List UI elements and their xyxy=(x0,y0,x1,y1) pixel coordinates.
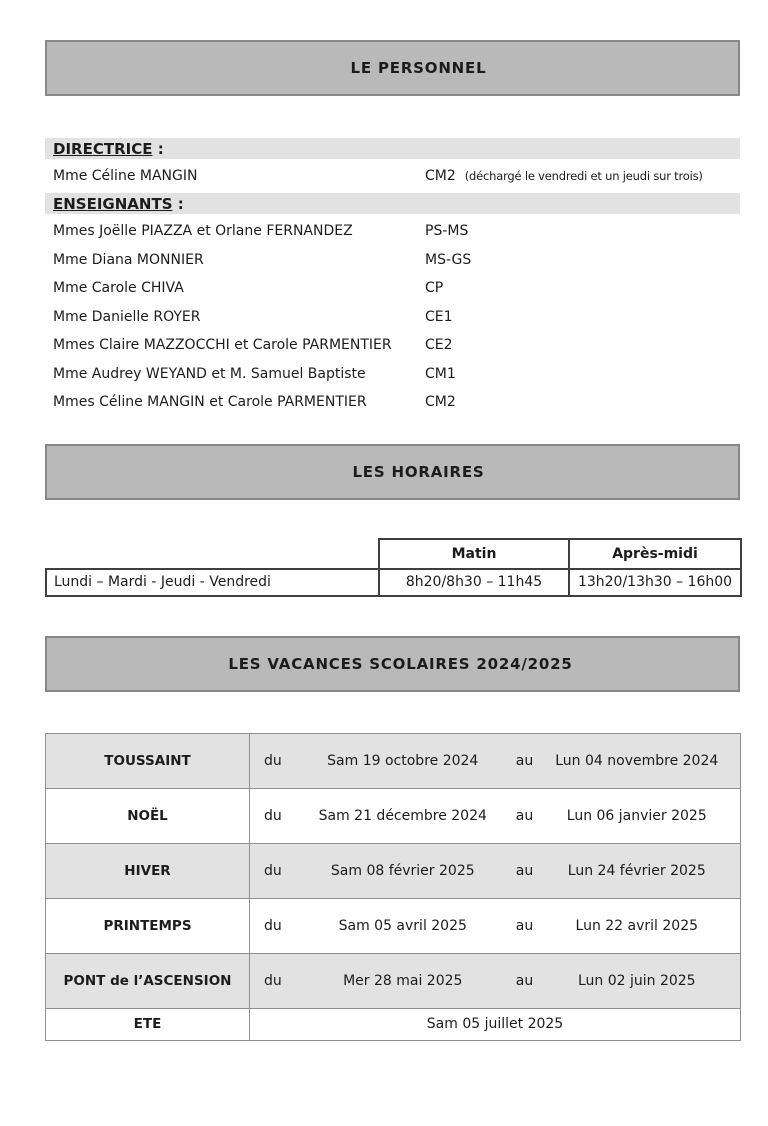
teacher-row xyxy=(45,274,740,303)
vacances-to-date: Lun 22 avril 2025 xyxy=(575,917,699,934)
horaires-matin-cell: 8h20/8h30 – 11h45 xyxy=(379,569,569,596)
teacher-name: Mme Audrey WEYAND et M. Samuel Baptiste xyxy=(53,365,366,382)
horaires-header-row xyxy=(46,539,741,569)
vacances-dates-cell xyxy=(250,788,741,843)
vacances-title: LES VACANCES SCOLAIRES 2024/2025 xyxy=(228,654,573,673)
horaires-table xyxy=(45,538,742,597)
vacances-range xyxy=(250,863,740,879)
vacances-from-date: Mer 28 mai 2025 xyxy=(343,972,463,989)
directrice-classe-group xyxy=(425,168,703,184)
du-label: du xyxy=(264,972,282,989)
vacances-range xyxy=(250,808,740,824)
vacances-name: HIVER xyxy=(46,843,250,898)
vacances-from-date: Sam 05 avril 2025 xyxy=(338,917,467,934)
horaires-apres-midi-cell: 13h20/13h30 – 16h00 xyxy=(569,569,741,596)
directrice-name: Mme Céline MANGIN xyxy=(53,167,198,184)
vacances-dates-cell xyxy=(250,733,741,788)
vacances-name: PRINTEMPS xyxy=(46,898,250,953)
vacances-range xyxy=(250,973,740,989)
vacances-table xyxy=(45,733,741,1041)
vacances-dates-cell xyxy=(250,843,741,898)
du-label: du xyxy=(264,862,282,879)
directrice-colon: : xyxy=(152,139,164,158)
vacances-row-toussaint xyxy=(46,733,741,788)
vacances-name: NOËL xyxy=(46,788,250,843)
personnel-title: LE PERSONNEL xyxy=(350,59,487,77)
vacances-to-date: Lun 06 janvier 2025 xyxy=(566,807,707,824)
teacher-row xyxy=(45,360,740,389)
teacher-row xyxy=(45,388,740,417)
enseignants-label: ENSEIGNANTS xyxy=(53,194,173,213)
au-label: au xyxy=(515,862,534,879)
du-label: du xyxy=(264,807,282,824)
teacher-name: Mmes Claire MAZZOCCHI et Carole PARMENTIER xyxy=(53,337,392,354)
teacher-row xyxy=(45,246,740,275)
teacher-classe: CP xyxy=(425,280,444,297)
au-label: au xyxy=(515,807,534,824)
vacances-from-date: Sam 19 octobre 2024 xyxy=(327,752,479,769)
vacances-dates-cell xyxy=(250,953,741,1008)
horaires-empty-cell xyxy=(46,539,379,569)
au-label: au xyxy=(515,917,534,934)
directrice-classe: CM2 xyxy=(425,167,456,184)
vacances-from-date: Sam 21 décembre 2024 xyxy=(318,807,487,824)
teacher-classe: CE2 xyxy=(425,337,453,354)
teacher-classe: CE1 xyxy=(425,308,453,325)
horaires-data-row xyxy=(46,569,741,596)
horaires-title: LES HORAIRES xyxy=(352,462,485,481)
teacher-row xyxy=(45,217,740,246)
teacher-name: Mme Diana MONNIER xyxy=(53,251,204,268)
teachers-list xyxy=(45,217,740,417)
enseignants-heading xyxy=(45,193,740,214)
teacher-classe: MS-GS xyxy=(425,251,472,268)
teacher-classe: PS-MS xyxy=(425,223,469,240)
vacances-to-date: Lun 02 juin 2025 xyxy=(577,972,696,989)
horaires-col-matin: Matin xyxy=(379,539,569,569)
vacances-row-noel xyxy=(46,788,741,843)
teacher-classe: CM2 xyxy=(425,394,456,411)
vacances-name: TOUSSAINT xyxy=(46,733,250,788)
enseignants-colon: : xyxy=(172,194,184,213)
teacher-name: Mmes Céline MANGIN et Carole PARMENTIER xyxy=(53,394,367,411)
directrice-label: DIRECTRICE xyxy=(53,139,153,158)
vacances-row-ete xyxy=(46,1008,741,1040)
document-page xyxy=(0,40,768,1041)
directrice-heading xyxy=(45,138,740,159)
du-label: du xyxy=(264,917,282,934)
section-box-personnel xyxy=(45,40,740,96)
vacances-to-date: Lun 24 février 2025 xyxy=(567,862,706,879)
vacances-range xyxy=(250,753,740,769)
vacances-range xyxy=(250,918,740,934)
au-label: au xyxy=(515,752,534,769)
section-box-horaires xyxy=(45,444,740,500)
au-label: au xyxy=(515,972,534,989)
vacances-row-hiver xyxy=(46,843,741,898)
vacances-dates-cell xyxy=(250,898,741,953)
section-box-vacances xyxy=(45,636,740,692)
teacher-row xyxy=(45,331,740,360)
vacances-row-ascension xyxy=(46,953,741,1008)
horaires-days-cell: Lundi – Mardi - Jeudi - Vendredi xyxy=(46,569,379,596)
teacher-name: Mme Carole CHIVA xyxy=(53,280,184,297)
vacances-single-date: Sam 05 juillet 2025 xyxy=(250,1008,741,1040)
horaires-col-apres-midi: Après-midi xyxy=(569,539,741,569)
teacher-name: Mmes Joëlle PIAZZA et Orlane FERNANDEZ xyxy=(53,223,353,240)
teacher-classe: CM1 xyxy=(425,365,456,382)
vacances-row-printemps xyxy=(46,898,741,953)
du-label: du xyxy=(264,752,282,769)
vacances-to-date: Lun 04 novembre 2024 xyxy=(555,752,719,769)
vacances-from-date: Sam 08 février 2025 xyxy=(330,862,475,879)
directrice-note: (déchargé le vendredi et un jeudi sur trois) xyxy=(464,168,703,183)
vacances-name: ETE xyxy=(46,1008,250,1040)
directrice-row xyxy=(45,162,740,189)
teacher-row xyxy=(45,303,740,332)
vacances-name: PONT de l’ASCENSION xyxy=(46,953,250,1008)
teacher-name: Mme Danielle ROYER xyxy=(53,308,201,325)
